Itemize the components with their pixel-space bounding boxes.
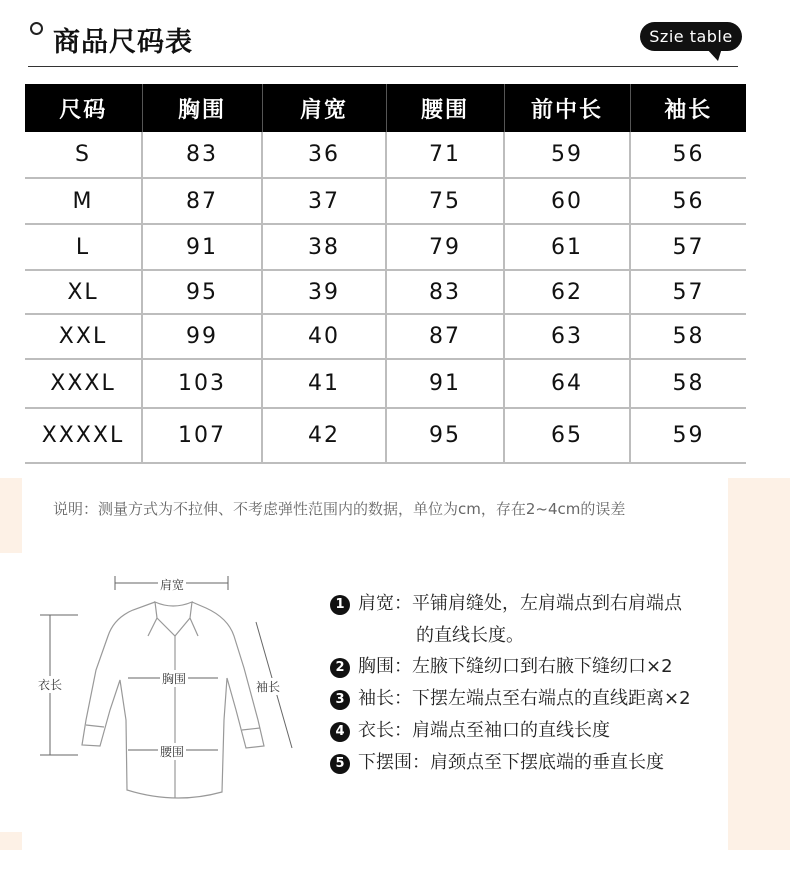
table-cell: XXXXL <box>25 408 142 463</box>
table-row <box>25 359 746 408</box>
legend-text: 袖长：下摆左端点至右端点的直线距离×2 <box>358 688 691 709</box>
table-cell: XXL <box>25 314 142 359</box>
table-cell: L <box>25 224 142 270</box>
number-2-icon: 2 <box>330 658 350 678</box>
legend-text: 下摆围：肩颈点至下摆底端的垂直长度 <box>358 752 664 773</box>
table-cell: 40 <box>262 314 386 359</box>
legend-item <box>330 589 682 615</box>
side-decoration <box>728 478 790 850</box>
table-cell: 99 <box>142 314 262 359</box>
table-cell: 95 <box>386 408 504 463</box>
table-cell: 91 <box>142 224 262 270</box>
legend-text: 胸围：左腋下缝纫口到右腋下缝纫口×2 <box>358 656 673 677</box>
table-header-row <box>25 84 746 132</box>
table-cell: 59 <box>504 132 630 178</box>
legend-item <box>330 684 691 710</box>
table-row <box>25 178 746 224</box>
table-cell: 58 <box>630 314 746 359</box>
header-chest: 胸围 <box>142 84 262 132</box>
size-table-badge: Szie table <box>640 22 742 51</box>
table-cell: XXXL <box>25 359 142 408</box>
number-4-icon: 4 <box>330 722 350 742</box>
table-cell: 56 <box>630 178 746 224</box>
table-cell: XL <box>25 270 142 314</box>
header-size: 尺码 <box>25 84 142 132</box>
table-cell: 36 <box>262 132 386 178</box>
header-sleeve: 袖长 <box>630 84 746 132</box>
table-cell: 38 <box>262 224 386 270</box>
side-decoration <box>0 832 22 850</box>
table-cell: 95 <box>142 270 262 314</box>
table-cell: 91 <box>386 359 504 408</box>
header-divider <box>28 66 738 67</box>
table-row <box>25 270 746 314</box>
legend-item <box>330 716 610 742</box>
table-row <box>25 314 746 359</box>
table-cell: 71 <box>386 132 504 178</box>
shoulder-label: 肩宽 <box>160 578 185 592</box>
table-cell: M <box>25 178 142 224</box>
table-cell: 61 <box>504 224 630 270</box>
table-cell: 57 <box>630 270 746 314</box>
table-cell: 59 <box>630 408 746 463</box>
legend-item <box>330 652 673 678</box>
table-cell: 83 <box>386 270 504 314</box>
sleeve-label: 袖长 <box>256 680 281 694</box>
table-cell: 62 <box>504 270 630 314</box>
number-5-icon: 5 <box>330 754 350 774</box>
side-decoration <box>0 478 22 553</box>
legend-text: 肩宽：平铺肩缝处，左肩端点到右肩端点 <box>358 593 682 614</box>
number-3-icon: 3 <box>330 690 350 710</box>
table-cell: 60 <box>504 178 630 224</box>
shirt-diagram <box>30 560 320 810</box>
table-cell: 83 <box>142 132 262 178</box>
legend-item <box>330 748 664 774</box>
table-row <box>25 224 746 270</box>
table-row <box>25 408 746 463</box>
header <box>0 0 790 80</box>
table-cell: 57 <box>630 224 746 270</box>
table-cell: S <box>25 132 142 178</box>
header-shoulder: 肩宽 <box>262 84 386 132</box>
table-cell: 103 <box>142 359 262 408</box>
measurement-note: 说明：测量方式为不拉伸、不考虑弹性范围内的数据，单位为cm，存在2~4cm的误差 <box>53 500 626 518</box>
table-cell: 87 <box>142 178 262 224</box>
table-cell: 39 <box>262 270 386 314</box>
table-cell: 37 <box>262 178 386 224</box>
table-cell: 107 <box>142 408 262 463</box>
waist-label: 腰围 <box>160 745 185 759</box>
legend-text-continued: 的直线长度。 <box>416 625 524 646</box>
size-table <box>25 84 746 464</box>
page-title: 商品尺码表 <box>53 27 193 58</box>
chest-label: 胸围 <box>162 672 187 686</box>
table-cell: 65 <box>504 408 630 463</box>
table-cell: 79 <box>386 224 504 270</box>
table-cell: 56 <box>630 132 746 178</box>
table-cell: 63 <box>504 314 630 359</box>
length-label: 衣长 <box>38 678 63 692</box>
header-waist: 腰围 <box>386 84 504 132</box>
table-cell: 75 <box>386 178 504 224</box>
table-cell: 64 <box>504 359 630 408</box>
table-row <box>25 132 746 178</box>
legend-text: 衣长：肩端点至袖口的直线长度 <box>358 720 610 741</box>
header-front-length: 前中长 <box>504 84 630 132</box>
table-cell: 42 <box>262 408 386 463</box>
bullet-circle-icon <box>30 22 43 35</box>
table-cell: 87 <box>386 314 504 359</box>
table-cell: 41 <box>262 359 386 408</box>
number-1-icon: 1 <box>330 595 350 615</box>
badge-tail-icon <box>706 48 722 61</box>
table-cell: 58 <box>630 359 746 408</box>
